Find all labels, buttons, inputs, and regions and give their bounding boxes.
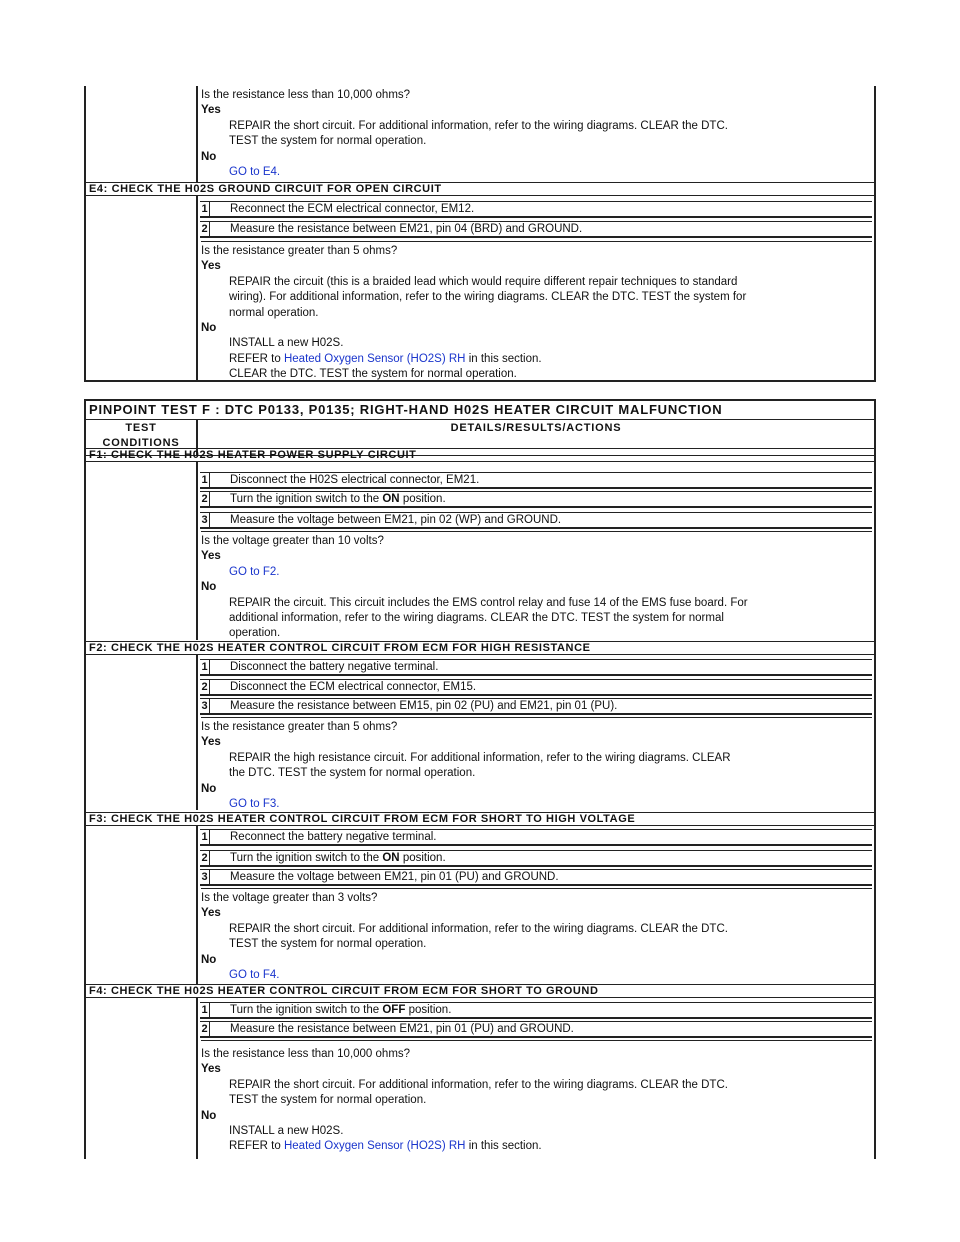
column-divider [196,196,198,382]
yes-label: Yes [201,104,221,117]
no-label: No [201,1109,217,1122]
yes-text: REPAIR the short circuit. For additional information, refer to the wiring diagrams. CLEAR the DTC. [229,922,728,935]
no-text: CLEAR the DTC. TEST the system for normal operation. [229,368,517,381]
no-text: REPAIR the circuit. This circuit includes the EMS control relay and fuse 14 of the EMS fuse board. For [229,596,748,609]
f4-answer [201,1040,872,1155]
action-row [200,679,872,696]
no-label: No [201,150,217,163]
yes-label: Yes [201,907,221,920]
action-row [200,1021,872,1038]
action-row [200,1002,872,1019]
action-text-part: position. [402,852,446,864]
action-text: Measure the resistance between EM21, pin 04 (BRD) and GROUND. [230,223,583,235]
yes-text: REPAIR the short circuit. For additional information, refer to the wiring diagrams. CLEAR the DTC. [229,119,728,132]
pinpoint-title: PINPOINT TEST F : DTC P0133, P0135; RIGHT-HAND H02S HEATER CIRCUIT MALFUNCTION [89,402,723,417]
action-text [230,493,446,506]
test-e-continuation [84,86,876,382]
question-text: Is the voltage greater than 10 volts? [201,535,384,547]
yes-text: REPAIR the high resistance circuit. For additional information, refer to the wiring diagrams. CLEAR [229,751,731,764]
step-header-f4: F4: CHECK THE H02S HEATER CONTROL CIRCUIT FROM ECM FOR SHORT TO GROUND [86,984,874,998]
step-number: 2 [200,680,210,694]
column-divider [196,462,198,640]
refer-prefix: REFER to [229,352,281,365]
yes-text: TEST the system for normal operation. [229,938,427,951]
action-row [200,698,872,715]
no-text: INSTALL a new H02S. [229,1125,344,1138]
e4-answer [201,241,872,383]
step-number: 2 [200,1022,210,1036]
column-divider [196,998,198,1159]
question-text: Is the resistance greater than 5 ohms? [201,721,398,733]
question-text: Is the voltage greater than 3 volts? [201,892,378,904]
e3-answer [201,88,872,180]
question-text: Is the resistance greater than 5 ohms? [201,245,398,257]
action-text: Measure the voltage between EM21, pin 01 (PU) and GROUND. [230,871,559,883]
yes-text: REPAIR the circuit (this is a braided lead which would require different repair techniques to standard [229,275,738,288]
refer-prefix: REFER to [229,1140,281,1153]
refer-suffix: in this section. [468,352,542,365]
action-text-part: Turn the ignition switch to the [230,493,380,505]
action-text-part: Turn the ignition switch to the [230,852,380,864]
step-number: 1 [200,473,210,487]
yes-text: TEST the system for normal operation. [229,135,427,148]
no-label: No [201,782,217,795]
step-number: 1 [200,202,210,216]
title-bar [86,399,874,420]
no-text: additional information, refer to the wiring diagrams. CLEAR the DTC. TEST the system for normal [229,612,724,625]
column-divider [196,655,198,810]
action-row [200,491,872,508]
question-text: Is the resistance less than 10,000 ohms? [201,1048,411,1060]
go-to-f4-link[interactable]: GO to F4. [229,969,280,982]
action-text: Disconnect the H02S electrical connector, EM21. [230,474,480,486]
step-header-f2: F2: CHECK THE H02S HEATER CONTROL CIRCUIT FROM ECM FOR HIGH RESISTANCE [86,641,874,655]
action-text: Disconnect the ECM electrical connector, EM15. [230,681,477,693]
step-number: 2 [200,851,210,865]
step-number: 3 [200,870,210,884]
pinpoint-test-f [84,399,876,1159]
ho2s-rh-link[interactable]: Heated Oxygen Sensor (HO2S) RH [283,352,466,365]
step-number: 3 [200,699,210,713]
step-number: 2 [200,492,210,506]
question-text: Is the resistance less than 10,000 ohms? [201,89,411,101]
action-text-part: position. [408,1004,452,1016]
action-text-bold: ON [382,852,400,864]
yes-text: the DTC. TEST the system for normal operation. [229,767,476,780]
step-header-f1: F1: CHECK THE H02S HEATER POWER SUPPLY CIRCUIT [86,448,874,462]
step-number: 1 [200,1003,210,1017]
action-text-part: Turn the ignition switch to the [230,1004,380,1016]
col-test-conditions-line1: TEST [125,422,157,434]
ho2s-rh-link[interactable]: Heated Oxygen Sensor (HO2S) RH [283,1140,466,1153]
step-header-e4: E4: CHECK THE H02S GROUND CIRCUIT FOR OPEN CIRCUIT [86,182,874,196]
no-text: operation. [229,627,281,640]
action-text: Measure the voltage between EM21, pin 02 (WP) and GROUND. [230,514,562,526]
action-text: Reconnect the ECM electrical connector, EM12. [230,203,475,215]
action-text: Disconnect the battery negative terminal. [230,661,439,673]
no-text: INSTALL a new H02S. [229,337,344,350]
action-text: Measure the resistance between EM21, pin 01 (PU) and GROUND. [230,1023,574,1035]
action-row [200,221,872,238]
yes-label: Yes [201,736,221,749]
f1-answer [201,531,872,642]
refer-suffix: in this section. [468,1140,542,1153]
action-text: Reconnect the battery negative terminal. [230,831,437,843]
col-test-conditions-line2: CONDITIONS [102,437,180,449]
yes-label: Yes [201,1063,221,1076]
f2-answer [201,717,872,812]
go-to-e4-link[interactable]: GO to E4. [229,166,281,179]
yes-text: REPAIR the short circuit. For additional information, refer to the wiring diagrams. CLEAR the DTC. [229,1078,728,1091]
go-to-f3-link[interactable]: GO to F3. [229,798,280,811]
step-number: 1 [200,830,210,844]
yes-text: TEST the system for normal operation. [229,1094,427,1107]
no-label: No [201,581,217,594]
action-row [200,512,872,529]
action-row [200,472,872,489]
action-row [200,829,872,846]
action-text-bold: ON [382,493,400,505]
action-row [200,659,872,676]
step-header-f3: F3: CHECK THE H02S HEATER CONTROL CIRCUIT FROM ECM FOR SHORT TO HIGH VOLTAGE [86,812,874,826]
f3-answer [201,888,872,983]
col-details: DETAILS/RESULTS/ACTIONS [450,422,622,434]
no-label: No [201,322,217,335]
step-number: 3 [200,513,210,527]
action-text-bold: OFF [382,1004,406,1016]
col-test-conditions [86,421,196,451]
step-number: 1 [200,660,210,674]
action-text-part: position. [402,493,446,505]
action-text: Measure the resistance between EM15, pin 02 (PU) and EM21, pin 01 (PU). [230,700,618,712]
action-row [200,850,872,867]
go-to-f2-link[interactable]: GO to F2. [229,565,280,578]
column-divider [196,826,198,984]
column-divider [196,86,198,182]
step-number: 2 [200,222,210,236]
yes-label: Yes [201,260,221,273]
action-row [200,869,872,886]
yes-label: Yes [201,550,221,563]
action-row [200,201,872,218]
no-label: No [201,953,217,966]
action-text [230,1004,451,1017]
action-text [230,852,446,865]
yes-text: normal operation. [229,306,319,319]
yes-text: wiring). For additional information, refer to the wiring diagrams. CLEAR the DTC. TEST the system for [229,291,747,304]
